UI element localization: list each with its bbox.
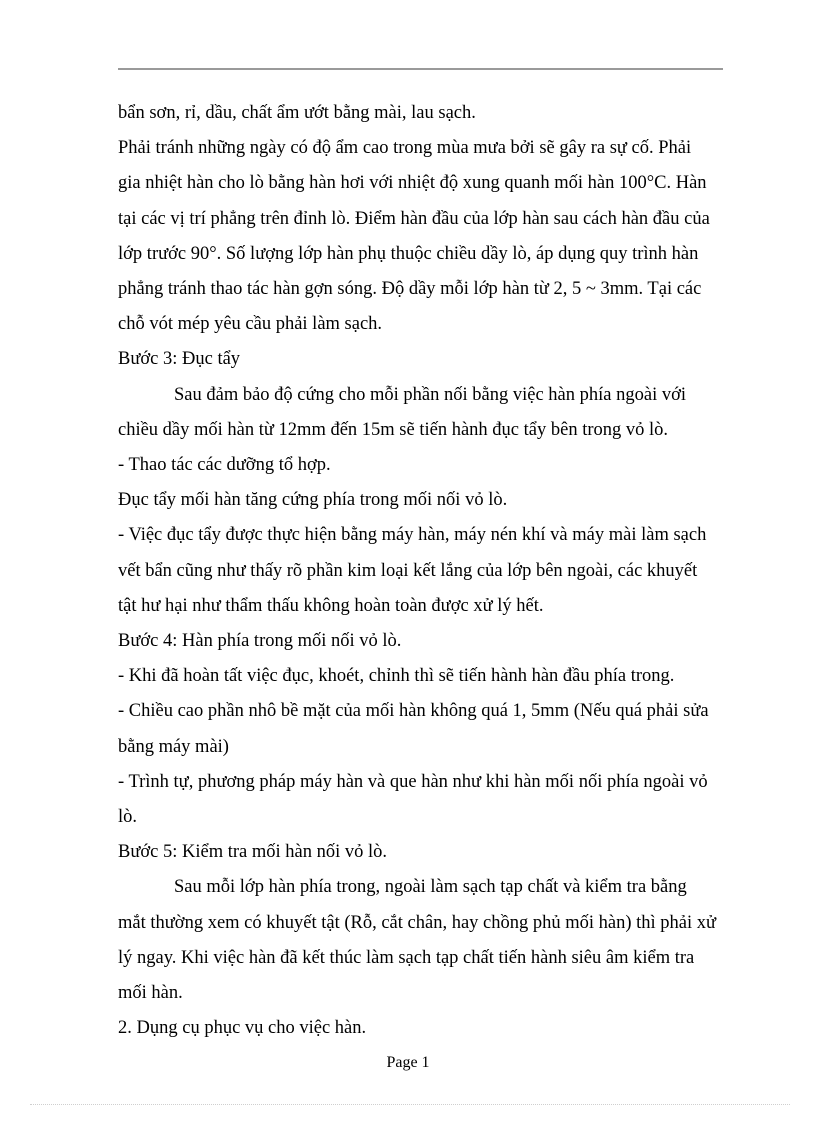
header-rule (118, 68, 723, 70)
step-heading: Bước 4: Hàn phía trong mối nối vỏ lò. (118, 631, 402, 652)
paragraph: Đục tẩy mối hàn tăng cứng phía trong mối nối vỏ lò. (118, 490, 508, 511)
list-item: - Khi đã hoàn tất việc đục, khoét, chỉnh thì sẽ tiến hành hàn đầu phía trong. (118, 666, 675, 687)
step-heading: Bước 3: Đục tẩy (118, 349, 241, 370)
paragraph: Sau mỗi lớp hàn phía trong, ngoài làm sạch tạp chất và kiểm tra bằng mắt thường xem có khuyết tật (Rỗ, cắt chân, hay chồng phủ mối hàn) thì phải xử lý ngay. Khi việc hàn đã kết thúc làm sạch tạp chất tiến hành siêu âm kiểm tra mối hàn. (118, 877, 717, 1004)
list-item: - Việc đục tẩy được thực hiện bằng máy hàn, máy nén khí và máy mài làm sạch vết bẩn cũng như thấy rõ phần kim loại kết lắng của lớp bên ngoài, các khuyết tật hư hại như thẩm thấu không hoàn toàn được xử lý hết. (118, 525, 707, 616)
section-heading: 2. Dụng cụ phục vụ cho việc hàn. (118, 1018, 367, 1039)
document-body (118, 96, 718, 1046)
step-heading: Bước 5: Kiểm tra mối hàn nối vỏ lò. (118, 842, 388, 863)
paragraph: bẩn sơn, rỉ, dầu, chất ẩm ướt bằng mài, lau sạch. (118, 103, 476, 123)
list-item: - Thao tác các dưỡng tổ hợp. (118, 455, 331, 476)
page-bottom-border (30, 1104, 790, 1105)
list-item: - Chiều cao phần nhô bề mặt của mối hàn không quá 1, 5mm (Nếu quá phải sửa bằng máy mài) (118, 701, 709, 757)
paragraph: Phải tránh những ngày có độ ẩm cao trong mùa mưa bởi sẽ gây ra sự cố. Phải gia nhiệt hàn cho lò bằng hàn hơi với nhiệt độ xung quanh mối hàn 100°C. Hàn tại các vị trí phẳng trên đỉnh lò. Điểm hàn đầu của lớp hàn sau cách hàn đầu của lớp trước 90°. Số lượng lớp hàn phụ thuộc chiều dầy lò, áp dụng quy trình hàn phẳng tránh thao tác hàn gợn sóng. Độ dầy mỗi lớp hàn từ 2, 5 ~ 3mm. Tại các chỗ vót mép yêu cầu phải làm sạch. (118, 138, 710, 335)
paragraph: Sau đảm bảo độ cứng cho mỗi phần nối bằng việc hàn phía ngoài với chiều dầy mối hàn từ 12mm đến 15m sẽ tiến hành đục tẩy bên trong vỏ lò. (118, 384, 687, 440)
page-footer: Page 1 (386, 1054, 430, 1071)
list-item: - Trình tự, phương pháp máy hàn và que hàn như khi hàn mối nối phía ngoài vỏ lò. (118, 771, 708, 828)
